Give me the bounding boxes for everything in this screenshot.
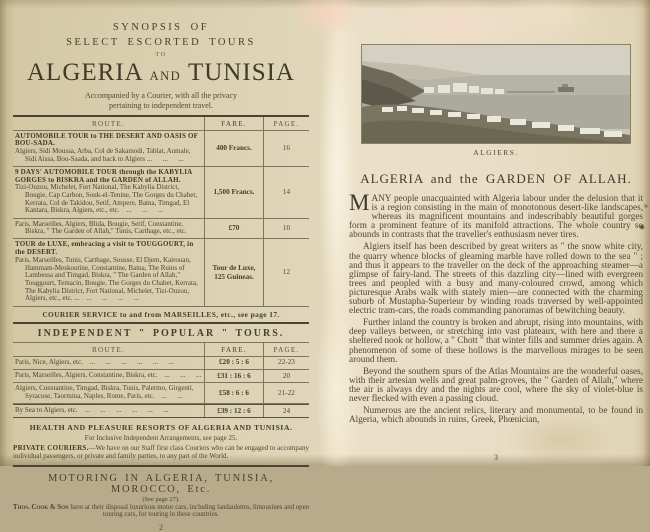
- private-couriers-text: —We have on our Staff first class Couriers who can be engaged to accompany individual passengers, or private and family parties, to any part of the World.: [13, 444, 309, 460]
- fare-cell: £39 : 12 : 6: [204, 405, 263, 417]
- col-fare: FARE.: [204, 343, 263, 356]
- health-resorts-sub: For Inclusive Independent Arrangements, see page 25.: [84, 434, 238, 443]
- route-title: 9 DAYS' AUTOMOBILE TOUR through the KABYLIA GORGES to BISKRA and the GARDEN of ALLAH.: [15, 167, 193, 184]
- title-and: AND: [149, 69, 182, 83]
- subtitle-line2: pertaining to independent travel.: [109, 100, 213, 110]
- route-title: AUTOMOBILE TOUR to THE DESERT AND OASIS OF BOU-SADA.: [15, 131, 198, 148]
- fare-cell: £70: [204, 219, 263, 239]
- health-resorts-heading: HEALTH AND PLEASURE RESORTS OF ALGERIA AND TUNISIA.: [29, 423, 293, 433]
- route-text: Tizi-Ouzou, Michelet, Fort National, The Kabylia District, Bougie, Cap Carbon, Souk-el-Tenine, The Gorges du Chabet, Kerrata, Col de Takidou, Setif, Ampere, Batna, Timgad, El Kantara, Biskra, Algiers, etc., etc. ... ... ...: [15, 183, 198, 215]
- table-header: [13, 342, 309, 357]
- escorted-tours-table: [13, 117, 309, 307]
- paragraph: Beyond the southern spurs of the Atlas Mountains are the wonderful oases, with their artesian wells and great palm-groves, the " Garden of Allah," where the air is always dry and the nights are cool, where the sky of violet-blue is never flecked with even a passing cloud.: [349, 365, 643, 403]
- motoring-see-page: (See page 27).: [142, 495, 180, 503]
- drop-cap: M: [349, 190, 370, 215]
- thos-cook-label: Thos. Cook & Son: [13, 503, 69, 511]
- private-couriers-note: [13, 445, 309, 461]
- right-page: [349, 12, 643, 462]
- route-cell: [13, 383, 204, 403]
- page-cell: 24: [263, 405, 309, 417]
- page-cell: 16: [263, 131, 309, 166]
- to-line: TO: [155, 51, 167, 58]
- table-row: [13, 370, 309, 383]
- route-cell: [13, 405, 204, 417]
- page-cell: 14: [263, 167, 309, 218]
- route-text: By Sea to Algiers, etc. ... ... ... ... ... ...: [15, 405, 169, 414]
- route-cell: [13, 370, 204, 382]
- route-text: Paris, Marseilles, Algiers, Blida, Bougie, Setif, Constantine, Biskra, " The Garden of Allah," Tunis, Carthage, etc., etc.: [15, 219, 187, 236]
- col-fare: FARE.: [204, 117, 263, 130]
- table-row: [13, 131, 309, 167]
- page-cell: 22-23: [263, 357, 309, 369]
- route-cell: [13, 239, 204, 305]
- independent-tours-heading: INDEPENDENT " POPULAR " TOURS.: [37, 328, 285, 340]
- page-cell: 21-22: [263, 383, 309, 403]
- left-page-number: 2: [159, 523, 163, 532]
- route-cell: [13, 219, 204, 239]
- table-row: [13, 167, 309, 219]
- fare-cell: £31 : 16 : 6: [204, 370, 263, 382]
- right-page-number: 3: [494, 453, 498, 462]
- motoring-note: [13, 504, 309, 519]
- table-row: [13, 219, 309, 240]
- route-cell: [13, 167, 204, 218]
- route-text: Algiers, Sidi Moussa, Arba, Col de Sakamodi, Tablat, Aumale, Sidi Aissa, Bou-Saada, and back to Algiers ... ... ...: [15, 146, 191, 163]
- table-row: [13, 404, 309, 418]
- subtitle: [13, 91, 309, 110]
- paragraph: Further inland the country is broken and abrupt, rising into mountains, with deep valleys between, or stretching into vast plateaux, with here and there a sheltered nook or hollow, a " Chott " that winter fills and summer dries again. A phenomenon of some of these hollows is the marvellous mirages to be seen around them.: [349, 317, 643, 364]
- fare-cell: Tour de Luxe, 125 Guineas.: [204, 239, 263, 305]
- fare-cell: 1,500 Francs.: [204, 167, 263, 218]
- paragraph: Numerous are the ancient relics, literary and monumental, to be found in Algeria, which abounds in ruins, Greek, Phœnician,: [349, 405, 643, 425]
- page-cell: 12: [263, 239, 309, 305]
- article-heading: ALGERIA and the GARDEN OF ALLAH.: [360, 171, 632, 186]
- paragraph-text: ANY people unacquainted with Algeria labour under the delusion that it is a region consisting in the main of monotonous desert-like landscapes, whereas its magnificent mountains and indescribably beautiful gorges form a prominent feature of its manifold attractions. The whole country so abounds in contrasts that the traveller's enthusiasm never tires.: [349, 193, 643, 240]
- algiers-photo: [361, 44, 631, 144]
- photo-caption: ALGIERS.: [473, 148, 519, 157]
- table-header: [13, 117, 309, 131]
- title-tunisia: TUNISIA: [187, 59, 295, 86]
- route-title: TOUR de LUXE, embracing a visit to TOUGGOURT, in the DESERT.: [15, 240, 194, 257]
- col-route: ROUTE.: [92, 119, 125, 128]
- paragraph: Algiers itself has been described by great writers as " the snow white city, the quarry whence blocks of gleaming marble have rolled down to the sea " ; and thus it appears to the traveller on the deck of the approaching steamer—a glimpse of fairy-land. The streets of this dazzling city—lined with evergreen trees and peopled with a busy and many-coloured crowd, among which picturesque Arabs walk with stately mien—are connected with the charming suburb of Mustapha-Superieur by winding roads traversed by well-appointed electric tram-cars, the roads commanding panoramas of bewitching beauty.: [349, 241, 643, 316]
- subtitle-line1: Accompanied by a Courier, with all the privacy: [84, 91, 238, 100]
- title-algeria: ALGERIA: [27, 59, 143, 86]
- left-page: [13, 12, 309, 532]
- table-row: [13, 239, 309, 306]
- route-text: Paris, Marseilles, Tunis, Carthage, Sousse, El Djem, Kairouan, Hammam-Meskoutine, Constantine, Batna, The Ruins of Lambessa and Timgad, Biskra, " The Garden of Allah," Touggourt, Temacin, Bougie, The Gorges du Chabet, Kerrata, The Kabylia District, Fort National, Michelet, Tizi-Ouzou, Algiers, etc., etc. ... ... ... ... ...: [15, 255, 198, 303]
- motoring-text: have at their disposal luxurious motor cars, including landaulettes, limousines and open touring cars, for touring in these countries.: [68, 503, 309, 519]
- col-page: PAGE.: [263, 117, 309, 130]
- rule: [13, 465, 309, 467]
- page-cell: 10: [263, 219, 309, 239]
- page-title: [13, 59, 309, 87]
- page-cell: 20: [263, 370, 309, 382]
- motoring-heading: MOTORING IN ALGERIA, TUNISIA, MOROCCO, Etc.: [47, 472, 275, 495]
- col-page: PAGE.: [263, 343, 309, 356]
- fare-cell: £58 : 6 : 6: [204, 383, 263, 403]
- table-row: [13, 383, 309, 404]
- private-couriers-label: PRIVATE COURIERS.: [13, 444, 89, 453]
- fare-cell: £20 : 5 : 6: [204, 357, 263, 369]
- route-text: Paris, Nice, Algiers, etc. ... ... ... ... ... ...: [15, 357, 174, 366]
- fare-cell: 400 Francs.: [204, 131, 263, 166]
- paragraph: [349, 190, 643, 240]
- col-route: ROUTE.: [92, 345, 125, 354]
- table-row: [13, 357, 309, 370]
- courier-service-line: COURIER SERVICE to and from MARSEILLES, etc., see page 17.: [42, 310, 280, 320]
- popular-tours-table: [13, 342, 309, 418]
- route-text: Algiers, Constantine, Timgad, Biskra, Tunis, Palermo, Girgenti, Syracuse, Taormina, Naples, Rome, Paris, etc. ... ...: [15, 383, 194, 400]
- article-body: [349, 190, 643, 425]
- synopsis-line: SYNOPSIS OF: [112, 22, 210, 33]
- route-text: Paris, Marseilles, Algiers, Constantine, Biskra, etc. ... ... ...: [15, 370, 202, 379]
- route-cell: [13, 131, 204, 166]
- select-tours-line: SELECT ESCORTED TOURS: [66, 37, 256, 48]
- route-cell: [13, 357, 204, 369]
